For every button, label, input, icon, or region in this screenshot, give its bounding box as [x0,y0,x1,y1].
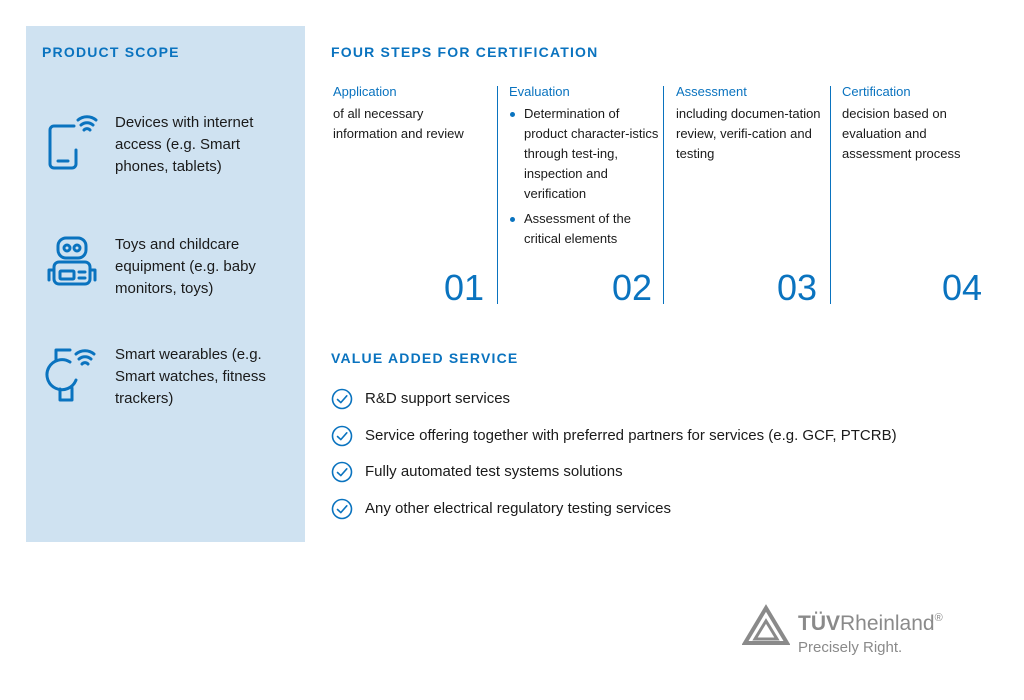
step-name: Application [333,84,397,99]
step-description: of all necessary information and review [333,106,464,141]
step-description: decision based on evaluation and assessment process [842,106,961,161]
step-bullets [509,104,659,254]
logo-brand [798,612,943,636]
step-description: including documen-tation review, verifi-cation and testing [676,106,821,161]
triangle-logo-icon [742,604,790,646]
service-text: Fully automated test systems solutions [365,463,623,480]
step-certification [842,84,982,306]
step-divider [830,86,831,304]
service-item [331,425,1011,447]
step-name: Certification [842,84,911,99]
logo-tagline: Precisely Right. [798,639,903,656]
step-assessment [676,84,821,308]
logo-brand-bold: TÜV [798,612,840,635]
step-number: 04 [941,267,982,308]
step-evaluation [509,84,659,308]
tuv-rheinland-logo [742,602,982,662]
logo-brand-rest: Rheinland [840,612,935,635]
check-circle-icon [331,388,353,410]
bullet-dot-icon [510,112,515,117]
product-scope-panel [26,26,305,542]
step-number: 01 [443,267,484,308]
service-item [331,388,1011,410]
check-circle-icon [331,425,353,447]
step-number: 02 [611,267,652,308]
step-number: 03 [776,267,817,308]
service-item [331,461,1011,483]
scope-item-label: Toys and childcare equipment (e.g. baby monitors, toys) [115,236,256,297]
bullet-dot-icon [510,217,515,222]
step-name: Evaluation [509,84,570,99]
step-divider [663,86,664,304]
logo-registered: ® [934,612,943,624]
check-circle-icon [331,461,353,483]
scope-item-label: Devices with internet access (e.g. Smart phones, tablets) [115,114,254,175]
service-text: R&D support services [365,390,511,407]
service-text: Any other electrical regulatory testing services [365,500,671,517]
check-circle-icon [331,498,353,520]
smartwatch-wifi-icon [44,342,100,408]
step-name: Assessment [676,84,747,99]
bullet-item [509,104,659,204]
robot-toy-icon [44,232,100,298]
service-text: Service offering together with preferred partners for services (e.g. GCF, PTCRB) [365,427,897,444]
step-divider [497,86,498,304]
value-added-title: VALUE ADDED SERVICE [331,350,519,366]
product-scope-title: PRODUCT SCOPE [42,44,180,60]
bullet-text: Assessment of the critical elements [524,211,631,246]
step-application [333,84,484,306]
service-item [331,498,1011,520]
bullet-text: Determination of product character-istics through test-ing, inspection and verification [524,106,659,201]
certification-steps-title: FOUR STEPS FOR CERTIFICATION [331,44,599,60]
bullet-item [509,209,659,249]
scope-item-label: Smart wearables (e.g. Smart watches, fitness trackers) [115,346,266,407]
smartphone-wifi-icon [44,110,100,176]
